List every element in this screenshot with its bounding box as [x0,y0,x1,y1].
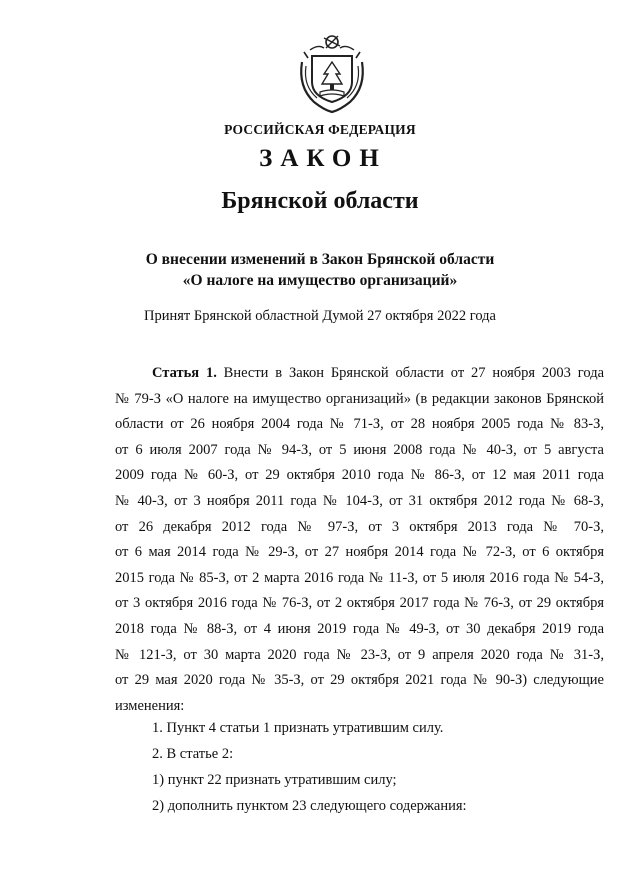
region-heading: Брянской области [221,188,419,214]
article-1-line: № 121-З, от 30 марта 2020 года № 23-З, от 9 апреля 2020 года № 31-З, [115,646,604,663]
list-item: 1. Пункт 4 статьи 1 признать утратившим силу. [152,720,444,736]
article-1-line: от 6 мая 2014 года № 29-З, от 27 ноября 2014 года № 72-З, от 6 октября [115,544,604,561]
article-1-line: изменения: [115,697,185,714]
federation-heading: РОССИЙСКАЯ ФЕДЕРАЦИЯ [224,122,416,137]
article-1-line: № 79-З «О налоге на имущество организаций» (в редакции законов Брянской [115,390,604,407]
coat-of-arms-emblem [294,32,370,114]
law-title [0,249,640,291]
article-1-line: от 6 июля 2007 года № 94-З, от 5 июня 2008 года № 40-З, от 5 августа [115,441,604,458]
adoption-note: Принят Брянской областной Думой 27 октября 2022 года [144,308,496,324]
article-1-line: от 26 декабря 2012 года № 97-З, от 3 октября 2013 года № 70-З, [115,518,604,535]
article-1-line: 2018 года № 88-З, от 4 июня 2019 года № 49-З, от 30 декабря 2019 года [115,620,604,637]
article-1-line: 2009 года № 60-З, от 29 октября 2010 года № 86-З, от 12 мая 2011 года [115,467,604,484]
law-title-line-2: «О налоге на имущество организаций» [182,272,458,289]
article-1-line: от 29 мая 2020 года № 35-З, от 29 октября 2021 года № 90-З) следующие [115,672,604,689]
list-item: 2) дополнить пунктом 23 следующего содержания: [152,798,467,814]
article-1-line: области от 26 ноября 2004 года № 71-З, от 28 ноября 2005 года № 83-З, [115,416,604,433]
list-item: 2. В статье 2: [152,746,234,762]
list-item: 1) пункт 22 признать утратившим силу; [152,772,397,788]
article-1-line: Статья 1. Внести в Закон Брянской области от 27 ноября 2003 года [152,365,605,381]
article-1-text [115,361,604,719]
article-1-line: № 40-З, от 3 ноября 2011 года № 104-З, от 31 октября 2012 года № 68-З, [115,492,604,509]
law-heading: ЗАКОН [259,145,387,172]
article-label: Статья 1. [152,365,217,381]
coat-of-arms-icon [294,32,370,114]
article-1-line: 2015 года № 85-З, от 2 марта 2016 года № 11-З, от 5 июля 2016 года № 54-З, [115,569,604,586]
article-1-line: от 3 октября 2016 года № 76-З, от 2 октября 2017 года № 76-З, от 29 октября [115,595,604,612]
law-title-line-1: О внесении изменений в Закон Брянской области [145,251,495,268]
